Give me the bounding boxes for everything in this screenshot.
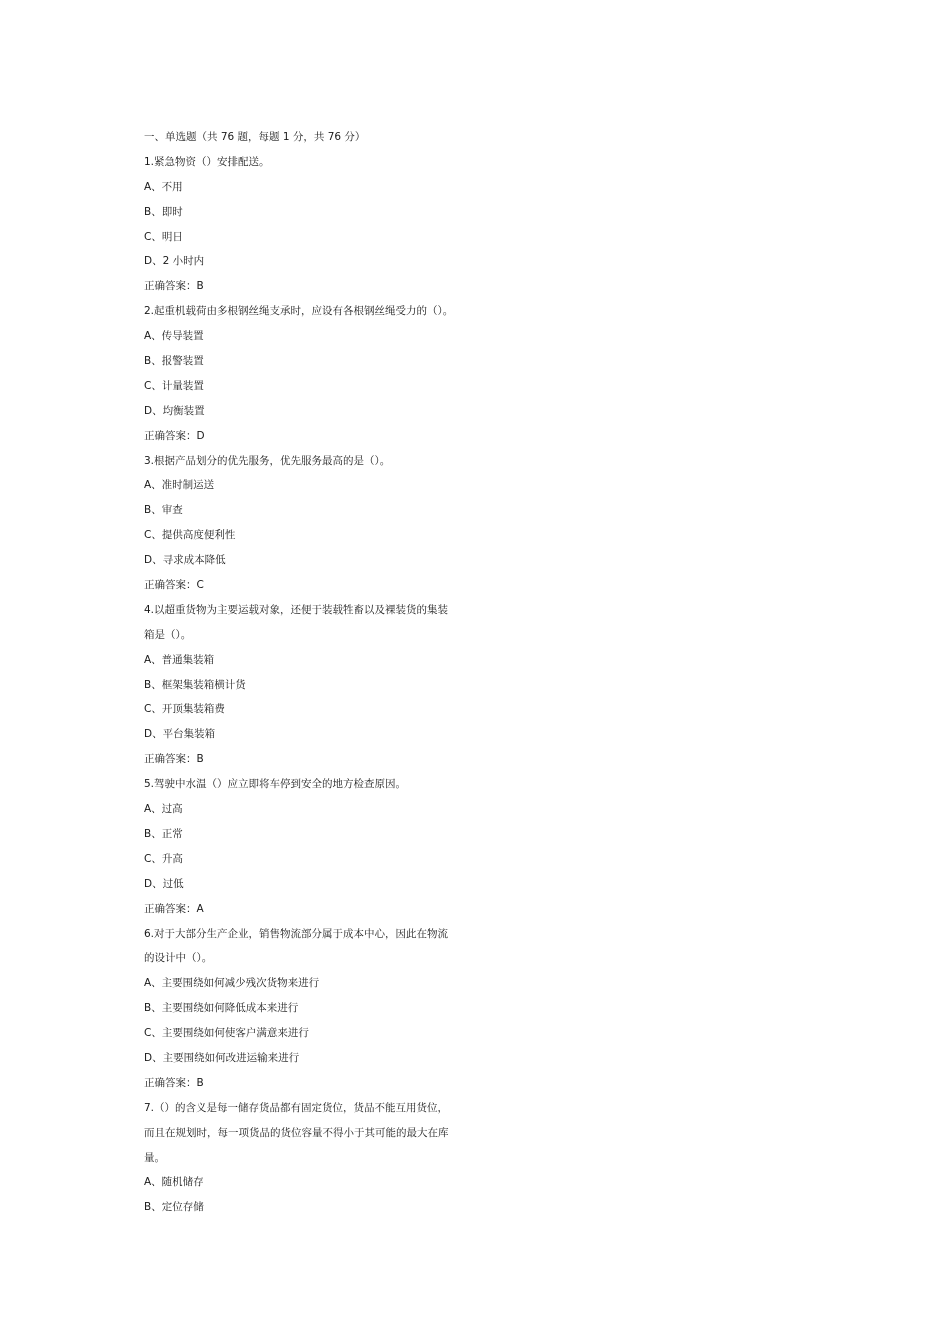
question-text: 6.对于大部分生产企业，销售物流部分属于成本中心，因此在物流 [144, 927, 449, 940]
correct-answer: 正确答案：C [144, 579, 204, 592]
option-a: A、主要围绕如何减少残次货物来进行 [144, 977, 320, 990]
option-d: D、过低 [144, 877, 184, 890]
option-b: B、定位存储 [144, 1201, 204, 1214]
question-3 [144, 449, 474, 598]
option-c: C、开顶集装箱费 [144, 703, 225, 716]
question-1 [144, 150, 474, 299]
section-title: 一、单选题（共 76 题，每题 1 分，共 76 分） [144, 131, 366, 143]
correct-answer: 正确答案：A [144, 902, 204, 915]
question-5 [144, 772, 474, 921]
option-c: C、明日 [144, 230, 183, 243]
question-text: 1.紧急物资（）安排配送。 [144, 155, 270, 168]
question-text-continued: 的设计中（）。 [144, 952, 213, 965]
question-text: 2.起重机载荷由多根钢丝绳支承时，应设有各根钢丝绳受力的（）。 [144, 305, 454, 318]
question-4 [144, 598, 474, 772]
option-d: D、均衡装置 [144, 404, 205, 417]
option-a: A、过高 [144, 803, 183, 816]
question-text-continued-2: 量。 [144, 1151, 165, 1164]
option-b: B、审查 [144, 504, 183, 517]
option-d: D、主要围绕如何改进运输来进行 [144, 1051, 300, 1064]
question-text: 5.驾驶中水温（）应立即将车停到安全的地方检查原因。 [144, 778, 407, 791]
question-text: 4.以超重货物为主要运载对象，还便于装载牲畜以及裸装货的集装 [144, 603, 449, 616]
correct-answer: 正确答案：D [144, 429, 205, 442]
correct-answer: 正确答案：B [144, 753, 204, 766]
option-b: B、主要围绕如何降低成本来进行 [144, 1002, 299, 1015]
option-c: C、主要围绕如何使客户满意来进行 [144, 1027, 309, 1040]
option-b: B、框架集装箱横计货 [144, 678, 246, 691]
option-a: A、传导装置 [144, 330, 204, 343]
question-text: 7.（）的含义是每一储存货品都有固定货位，货品不能互用货位， [144, 1101, 449, 1114]
question-7 [144, 1096, 474, 1220]
question-text-continued: 箱是（）。 [144, 628, 192, 641]
question-6 [144, 922, 474, 1096]
option-d: D、2 小时内 [144, 255, 205, 268]
question-2 [144, 299, 474, 448]
option-d: D、平台集装箱 [144, 728, 216, 741]
option-a: A、准时制运送 [144, 479, 215, 492]
option-b: B、正常 [144, 827, 183, 840]
option-b: B、报警装置 [144, 355, 204, 368]
question-text: 3.根据产品划分的优先服务，优先服务最高的是（）。 [144, 454, 391, 467]
option-d: D、寻求成本降低 [144, 554, 226, 567]
correct-answer: 正确答案：B [144, 1076, 204, 1089]
option-a: A、普通集装箱 [144, 653, 215, 666]
option-c: C、计量装置 [144, 379, 204, 392]
option-b: B、即时 [144, 205, 183, 218]
correct-answer: 正确答案：B [144, 280, 204, 293]
option-a: A、随机储存 [144, 1176, 204, 1189]
question-text-continued: 而且在规划时，每一项货品的货位容量不得小于其可能的最大在库 [144, 1126, 449, 1139]
option-c: C、升高 [144, 852, 183, 865]
option-a: A、不用 [144, 180, 183, 193]
document-content [144, 125, 474, 1220]
option-c: C、提供高度便利性 [144, 529, 236, 542]
